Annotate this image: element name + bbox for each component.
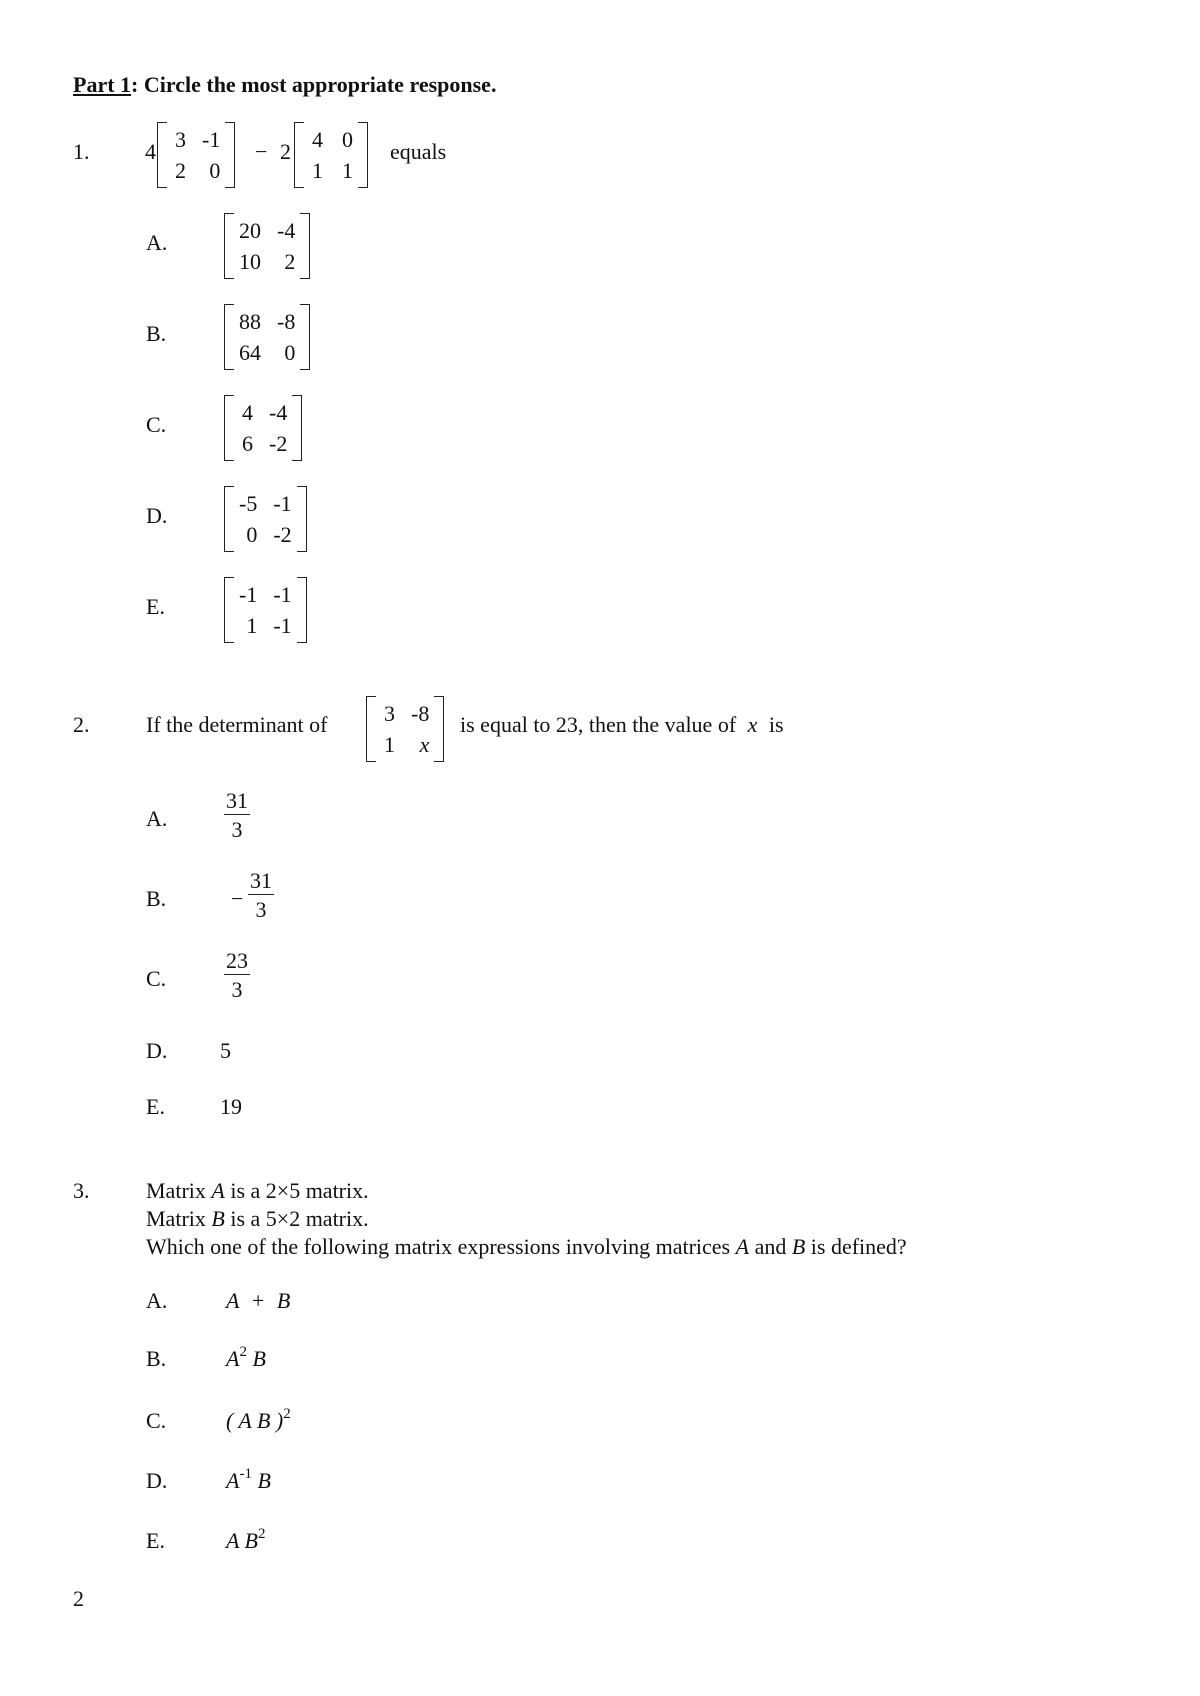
numerator: 23 <box>226 948 248 973</box>
matrix-cell: 0 <box>246 522 258 547</box>
matrix-cell: 1 <box>246 613 258 638</box>
matrix-cell: -1 <box>273 491 292 516</box>
instruction: : Circle the most appropriate response. <box>131 72 497 97</box>
part-label: Part 1 <box>73 72 132 97</box>
matrix-cell: 64 <box>239 340 261 365</box>
matrix-cell: 0 <box>342 127 353 152</box>
base: A <box>226 1346 240 1371</box>
matrix-cell: -1 <box>239 582 258 607</box>
q2-option-a-fraction <box>224 790 250 841</box>
q3-option-d-letter: D. <box>146 1468 168 1493</box>
q2-option-a-letter: A. <box>146 806 168 831</box>
matrix-cell: 88 <box>239 309 261 334</box>
matrix-cell: -5 <box>239 491 258 516</box>
q1-coef2: 2 <box>280 139 291 164</box>
q2-text-after-main: is equal to 23, then the value of <box>460 712 737 737</box>
text: and <box>749 1234 792 1259</box>
q2-option-b-sign: − <box>231 886 244 911</box>
page-heading <box>73 74 496 96</box>
q1-option-a-letter: A. <box>146 230 168 255</box>
matrix-cell: 1 <box>384 732 395 757</box>
q1-option-b-letter: B. <box>146 321 167 346</box>
text: is a 2×5 matrix. <box>224 1178 369 1203</box>
q2-variable: x <box>747 712 758 737</box>
q1-equals-text: equals <box>390 139 447 164</box>
matrix-cell: -2 <box>269 431 288 456</box>
matrix-cell: -1 <box>273 613 292 638</box>
tail: B <box>246 1346 266 1371</box>
q1-option-e-matrix <box>224 577 307 643</box>
q3-option-d-expr <box>226 1466 271 1493</box>
matrix-var: B <box>211 1206 225 1231</box>
text: is a 5×2 matrix. <box>224 1206 369 1231</box>
q3-option-c-letter: C. <box>146 1408 167 1433</box>
matrix-var: A <box>735 1234 750 1259</box>
exponent: 2 <box>283 1406 291 1422</box>
matrix-cell: -8 <box>411 701 430 726</box>
numerator: 31 <box>226 788 248 813</box>
base: A B <box>226 1528 258 1553</box>
q3-option-a-letter: A. <box>146 1288 168 1313</box>
q3-line-3 <box>146 1236 907 1258</box>
q2-number: 2. <box>73 712 90 737</box>
matrix-cell: 1 <box>342 158 353 183</box>
q1-minus: − <box>255 139 268 164</box>
denominator: 3 <box>255 897 267 922</box>
matrix-cell: -4 <box>277 218 296 243</box>
q1-option-b-matrix <box>224 304 310 370</box>
numerator: 31 <box>250 868 272 893</box>
exponent: 2 <box>257 1526 266 1542</box>
matrix-cell: 3 <box>384 701 395 726</box>
base: ( A B ) <box>226 1408 284 1433</box>
q2-option-c-fraction <box>224 950 250 1001</box>
matrix-cell: 4 <box>242 400 253 425</box>
matrix-cell: 2 <box>284 249 296 274</box>
q3-option-b-letter: B. <box>146 1346 167 1371</box>
q3-option-c-expr <box>226 1406 291 1433</box>
matrix-cell: -4 <box>269 400 288 425</box>
matrix-cell: x <box>419 732 430 757</box>
matrix-cell: -1 <box>273 582 292 607</box>
q2-option-b-letter: B. <box>146 886 167 911</box>
denominator: 3 <box>231 977 243 1002</box>
q2-option-e-letter: E. <box>146 1094 165 1119</box>
matrix-cell: 0 <box>209 158 221 183</box>
denominator: 3 <box>231 817 243 842</box>
q2-option-b-fraction <box>248 870 274 921</box>
q1-option-e-letter: E. <box>146 594 165 619</box>
text: is defined? <box>805 1234 907 1259</box>
q3-number: 3. <box>73 1178 90 1203</box>
q3-line-1 <box>146 1180 369 1202</box>
q2-option-c-letter: C. <box>146 966 167 991</box>
q3-option-a-expr: A + B <box>226 1288 291 1313</box>
page-number: 2 <box>73 1586 84 1611</box>
matrix-cell: 3 <box>175 127 186 152</box>
q2-option-d-letter: D. <box>146 1038 168 1063</box>
q2-text-end: is <box>768 712 784 737</box>
matrix-cell: 0 <box>284 340 296 365</box>
q1-matrix-2 <box>294 122 368 188</box>
base: A <box>226 1468 240 1493</box>
q2-text-after <box>460 714 784 736</box>
q2-option-d-value: 5 <box>220 1038 231 1063</box>
exponent: -1 <box>239 1466 252 1482</box>
q1-option-c-letter: C. <box>146 412 167 437</box>
matrix-cell: 4 <box>312 127 323 152</box>
q2-text-before: If the determinant of <box>146 712 328 737</box>
q1-matrix-1 <box>157 122 235 188</box>
matrix-cell: -1 <box>202 127 221 152</box>
text: Matrix <box>146 1206 212 1231</box>
tail: B <box>251 1468 271 1493</box>
q1-coef1: 4 <box>145 139 156 164</box>
matrix-cell: 6 <box>242 431 253 456</box>
q3-option-b-expr <box>226 1344 266 1371</box>
q1-number: 1. <box>73 139 90 164</box>
q1-option-d-letter: D. <box>146 503 168 528</box>
q1-option-c-matrix <box>224 395 302 461</box>
q2-matrix <box>366 696 444 762</box>
matrix-var: B <box>791 1234 806 1259</box>
text: Which one of the following matrix expressions involving matrices <box>146 1234 736 1259</box>
text: Matrix <box>146 1178 212 1203</box>
q3-option-e-letter: E. <box>146 1528 165 1553</box>
matrix-cell: -8 <box>277 309 296 334</box>
q2-option-e-value: 19 <box>220 1094 242 1119</box>
q1-option-d-matrix <box>224 486 307 552</box>
exponent: 2 <box>239 1344 247 1360</box>
q1-option-a-matrix <box>224 213 310 279</box>
matrix-cell: -2 <box>273 522 292 547</box>
matrix-var: A <box>211 1178 225 1203</box>
q3-line-2 <box>146 1208 369 1230</box>
q3-option-e-expr <box>226 1526 266 1553</box>
matrix-cell: 10 <box>239 249 261 274</box>
matrix-cell: 1 <box>312 158 323 183</box>
matrix-cell: 20 <box>239 218 261 243</box>
matrix-cell: 2 <box>175 158 186 183</box>
